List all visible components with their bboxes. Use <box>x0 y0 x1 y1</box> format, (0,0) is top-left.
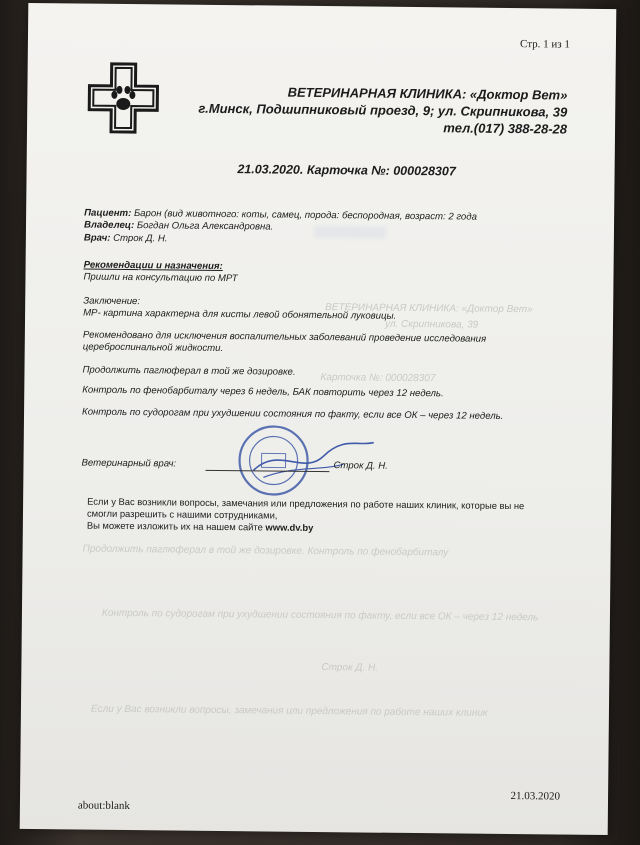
print-url: about:blank <box>77 799 130 813</box>
redaction-blur <box>314 226 386 239</box>
page-number: Стр. 1 из 1 <box>519 38 570 51</box>
print-date: 21.03.2020 <box>510 790 561 803</box>
doctor-label: Врач: <box>83 232 111 244</box>
signature-block <box>81 454 521 479</box>
bleed-through-text: Контроль по судорогам при ухудшении состояния по факту, если все ОК – через 12 недель <box>101 607 539 624</box>
patient-label: Пациент: <box>84 207 132 220</box>
footer-line-1: Если у Вас возникли вопросы, замечания или предложения по работе наших клиник, которые вы не <box>87 495 525 512</box>
card-title: 21.03.2020. Карточка №: 000028307 <box>237 162 456 179</box>
patient-value: Барон (вид животного: коты, самец, порода: беспородная, возраст: 2 года <box>133 208 478 223</box>
conclusion-label: Заключение: <box>83 295 141 308</box>
clinic-name: ВЕТЕРИНАРНАЯ КЛИНИКА: «Доктор Вет» <box>287 84 568 103</box>
bleed-through-text: Строк Д. Н. <box>321 662 379 674</box>
doctor-value: Строк Д. Н. <box>113 232 168 245</box>
continue-treatment: Продолжить паглюферал в той же дозировке. <box>82 364 296 378</box>
control-seizures: Контроль по судорогам при ухудшении состояния по факту, если все ОК – через 12 недель. <box>82 406 504 422</box>
recommendation-line-1: Рекомендовано для исключения воспалительных заболеваний проведение исследования <box>82 329 487 345</box>
clinic-address: г.Минск, Подшипниковый проезд, 9; ул. Скрипникова, 39 <box>198 100 568 120</box>
footer-line-2: смогли разрешить с нашими сотрудниками, <box>86 507 278 521</box>
doctor-field <box>84 233 168 245</box>
clinic-header <box>187 83 568 138</box>
owner-value: Богдан Ольга Александровна. <box>136 220 274 233</box>
control-phenobarbital: Контроль по фенобарбиталу через 6 недель, БАК повторить через 12 недель. <box>82 384 444 400</box>
bleed-through-text: Если у Вас возникли вопросы, замечания или предложения по работе наших клиник <box>90 703 488 719</box>
bleed-through-text: Продолжить паглюферал в той же дозировке. Контроль по фенобарбиталу <box>82 543 449 559</box>
consultation-line: Пришли на консультацию по МРТ <box>83 271 238 285</box>
bleed-through-text: ул. Скрипникова, 39 <box>384 318 479 331</box>
owner-label: Владелец: <box>83 219 135 232</box>
clinic-cross-paw-logo <box>87 62 160 135</box>
footer-line-3-prefix: Вы можете изложить их на нашем сайте <box>86 519 263 533</box>
document-page <box>20 3 617 835</box>
website-link[interactable]: www.dv.by <box>265 521 314 533</box>
feedback-footer <box>87 496 557 537</box>
recommendation-line-2: цереброспинальной жидкости. <box>82 341 224 355</box>
recommendations-title: Рекомендации и назначения: <box>83 259 223 272</box>
bleed-through-text: ВЕТЕРИНАРНАЯ КЛИНИКА: «Доктор Вет» <box>325 302 533 316</box>
conclusion-text: МР- картина характерна для кисты левой обонятельной луковицы. <box>83 307 397 322</box>
signature-label: Ветеринарный врач: <box>81 457 177 470</box>
owner-field <box>84 220 273 233</box>
clinic-phone: тел.(017) 388-28-28 <box>443 120 568 137</box>
bleed-through-text: Карточка №: 000028307 <box>320 372 436 385</box>
signature-name: Строк Д. Н. <box>333 460 388 472</box>
signature-line <box>205 470 329 472</box>
